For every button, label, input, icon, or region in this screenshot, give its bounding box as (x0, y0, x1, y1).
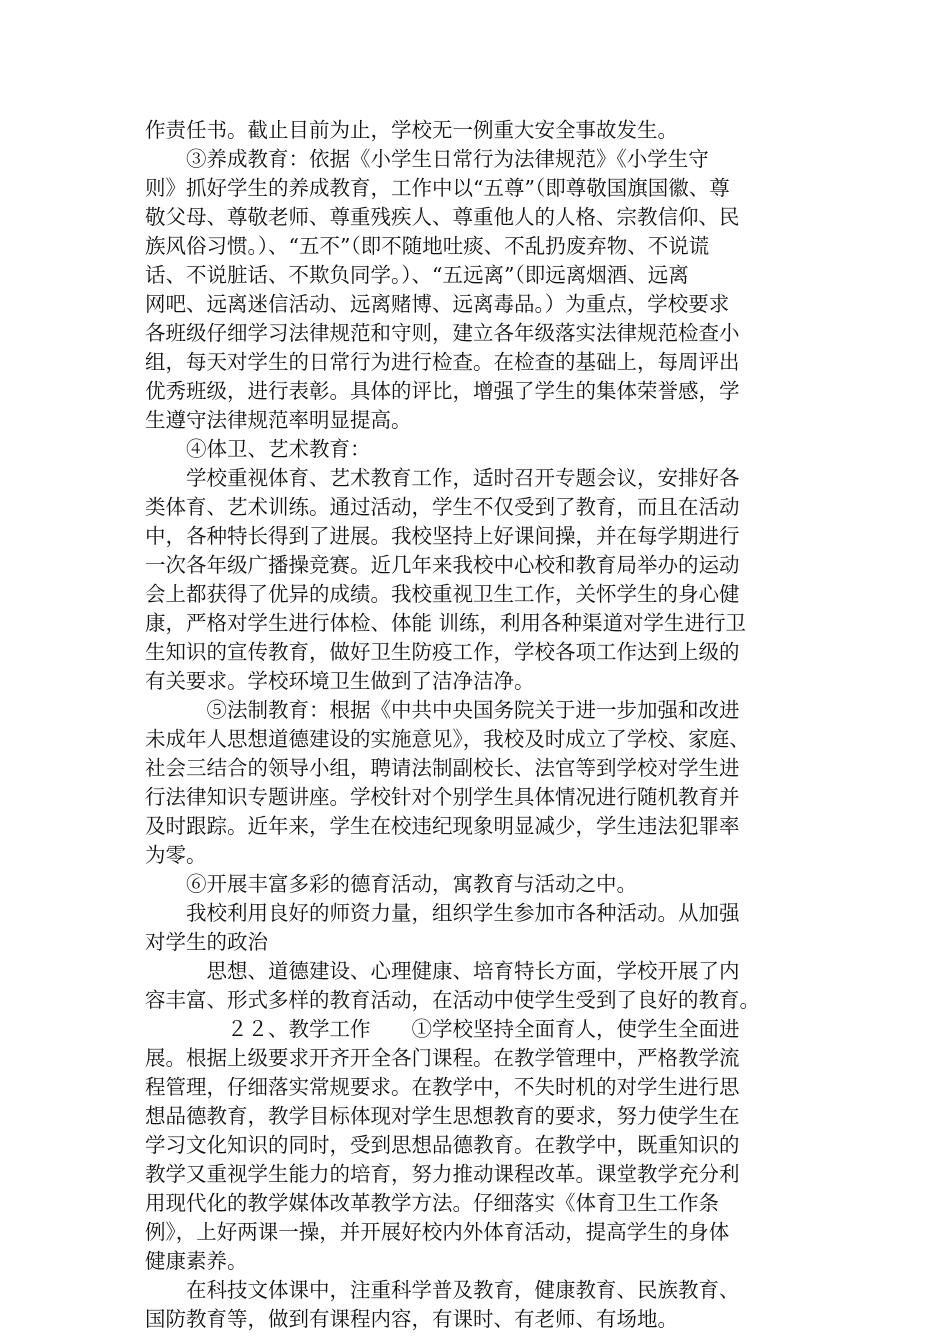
text-line: 有关要求。学校环境卫生做到了洁净洁净。 (145, 669, 535, 693)
text-line: 程管理，仔细落实常规要求。在教学中，不失时机的对学生进行思 (145, 1075, 740, 1099)
text-line: ２２、教学工作 ①学校坚持全面育人，使学生全面进 (145, 1017, 740, 1041)
text-line: 会上都获得了优异的成绩。我校重视卫生工作，关怀学生的身心健 (145, 582, 740, 606)
text-line: 未成年人思想道德建设的实施意见》，我校及时成立了学校、家庭、 (145, 727, 750, 751)
text-line: 例》，上好两课一操，并开展好校内外体育活动，提高学生的身体 (145, 1220, 730, 1244)
text-line: 教学又重视学生能力的培育，努力推动课程改革。课堂教学充分利 (145, 1162, 740, 1186)
text-line: 想品德教育，教学目标体现对学生思想教育的要求，努力使学生在 (145, 1104, 740, 1128)
text-line: 话、不说脏话、不欺负同学。）、“五远离”（即远离烟酒、远离 (145, 263, 689, 287)
text-line: 则》抓好学生的养成教育，工作中以“五尊”（即尊敬国旗国徽、尊 (145, 176, 730, 200)
text-line: 优秀班级，进行表彰。具体的评比，增强了学生的集体荣誉感，学 (145, 379, 740, 403)
text-line: 族风俗习惯。）、“五不”（即不随地吐痰、不乱扔废弃物、不说谎 (145, 234, 710, 258)
text-line: 各班级仔细学习法律规范和守则，建立各年级落实法律规范检查小 (145, 321, 740, 345)
text-line: 用现代化的教学媒体改革教学方法。仔细落实《体育卫生工作条 (145, 1191, 719, 1215)
text-line: 社会三结合的领导小组，聘请法制副校长、法官等到学校对学生进 (145, 756, 740, 780)
text-line: 容丰富、形式多样的教育活动，在活动中使学生受到了良好的教育。 (145, 988, 760, 1012)
text-line: ⑤法制教育：根据《中共中央国务院关于进一步加强和改进 (145, 698, 740, 722)
text-line: 学习文化知识的同时，受到思想品德教育。在教学中，既重知识的 (145, 1133, 740, 1157)
text-line: 中，各种特长得到了进展。我校坚持上好课间操，并在每学期进行 (145, 524, 740, 548)
text-line: 健康素养。 (145, 1249, 248, 1273)
text-line: 学校重视体育、艺术教育工作，适时召开专题会议，安排好各 (145, 466, 740, 490)
section-heading: ④体卫、艺术教育： (145, 437, 371, 461)
text-line: 类体育、艺术训练。通过活动，学生不仅受到了教育，而且在活动 (145, 495, 740, 519)
text-line: 一次各年级广播操竞赛。近几年来我校中心校和教育局举办的运动 (145, 553, 740, 577)
text-line: ③养成教育：依据《小学生日常行为法律规范》《小学生守 (145, 147, 709, 171)
section-heading: ⑥开展丰富多彩的德育活动，寓教育与活动之中。 (145, 872, 637, 896)
text-line: 我校利用良好的师资力量，组织学生参加市各种活动。从加强 (145, 901, 740, 925)
text-line: 组，每天对学生的日常行为进行检查。在检查的基础上，每周评出 (145, 350, 740, 374)
text-line: 展。根据上级要求开齐开全各门课程。在教学管理中，严格教学流 (145, 1046, 740, 1070)
text-line: 康，严格对学生进行体检、体能 训练，利用各种渠道对学生进行卫 (145, 611, 747, 635)
text-line: 行法律知识专题讲座。学校针对个别学生具体情况进行随机教育并 (145, 785, 740, 809)
text-line: 对学生的政治 (145, 930, 268, 954)
text-line: 作责任书。截止目前为止，学校无一例重大安全事故发生。 (145, 118, 678, 142)
text-line: 生遵守法律规范率明显提高。 (145, 408, 412, 432)
text-line: 思想、道德建设、心理健康、培育特长方面，学校开展了内 (145, 959, 740, 983)
text-line: 为零。 (145, 843, 207, 867)
text-line: 网吧、远离迷信活动、远离赌博、远离毒品。）为重点，学校要求 (145, 292, 730, 316)
text-line: 国防教育等，做到有课程内容，有课时、有老师、有场地。 (145, 1307, 678, 1331)
text-line: 生知识的宣传教育，做好卫生防疫工作，学校各项工作达到上级的 (145, 640, 740, 664)
text-line: 及时跟踪。近年来，学生在校违纪现象明显减少，学生违法犯罪率 (145, 814, 740, 838)
text-line: 在科技文体课中，注重科学普及教育，健康教育、民族教育、 (145, 1278, 740, 1302)
text-line: 敬父母、尊敬老师、尊重残疾人、尊重他人的人格、宗教信仰、民 (145, 205, 740, 229)
